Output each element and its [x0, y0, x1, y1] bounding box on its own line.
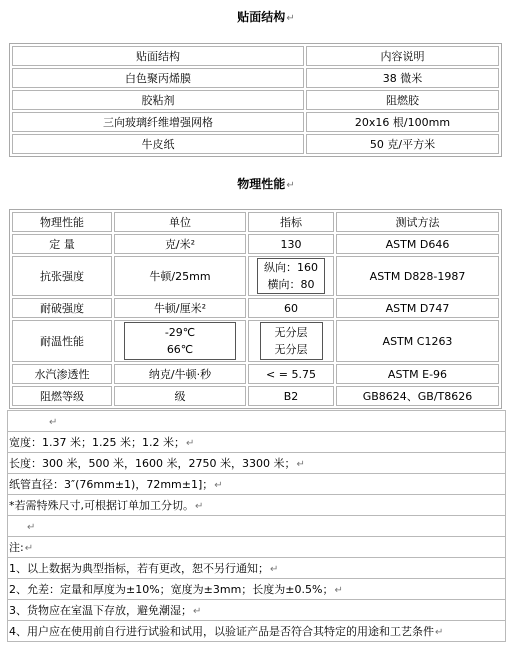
- list-item: [8, 621, 506, 642]
- value-cell: 130: [248, 234, 334, 254]
- note-text: 2、允差：定量和厚度为±10%；宽度为±3mm；长度为±0.5%；: [9, 583, 334, 596]
- structure-cell: 阻燃胶: [306, 90, 499, 110]
- property-cell: 抗张强度: [12, 256, 112, 296]
- note-line: [8, 621, 506, 642]
- property-cell: 耐温性能: [12, 320, 112, 362]
- table-row: [12, 90, 499, 110]
- unit-cell: [114, 320, 246, 362]
- unit-box: [124, 322, 236, 360]
- value-box: [257, 258, 325, 294]
- paragraph-mark: ↵: [286, 13, 295, 24]
- paragraph-mark: ↵: [435, 627, 444, 638]
- notes-table: [7, 410, 506, 642]
- list-item: [8, 579, 506, 600]
- empty-line: [8, 516, 506, 537]
- section1-title-text: 贴面结构: [237, 10, 286, 24]
- property-cell: 定 量: [12, 234, 112, 254]
- value-cell: < = 5.75: [248, 364, 334, 384]
- structure-cell: 贴面结构: [12, 46, 304, 66]
- header-cell: 单位: [114, 212, 246, 232]
- list-item: [8, 411, 506, 432]
- paragraph-mark: ↵: [270, 564, 279, 575]
- table-row: [12, 134, 499, 154]
- structure-cell: 38 微米: [306, 68, 499, 88]
- core-text: 纸管直径：3″(76mm±1)，72mm±1]；: [9, 478, 214, 491]
- list-item: [8, 495, 506, 516]
- table-row: [12, 212, 499, 232]
- value-line: 纵向：160: [264, 261, 318, 274]
- width-line: [8, 432, 506, 453]
- paragraph-mark: ↵: [286, 180, 295, 191]
- note-title: [8, 537, 506, 558]
- unit-cell: 纳克/牛顿·秒: [114, 364, 246, 384]
- list-item: [8, 600, 506, 621]
- list-item: [8, 453, 506, 474]
- table-row: [12, 298, 499, 318]
- unit-cell: 克/米²: [114, 234, 246, 254]
- value-cell: 60: [248, 298, 334, 318]
- method-cell: GB8624、GB/T8626: [336, 386, 499, 406]
- value-cell: B2: [248, 386, 334, 406]
- unit-cell: 牛顿/厘米²: [114, 298, 246, 318]
- length-line: [8, 453, 506, 474]
- table-row: [12, 46, 499, 66]
- core-line: [8, 474, 506, 495]
- list-item: [8, 432, 506, 453]
- structure-cell: 三向玻璃纤维增强网格: [12, 112, 304, 132]
- value-line: 无分层: [274, 343, 308, 356]
- property-cell: 水汽渗透性: [12, 364, 112, 384]
- header-cell: 测试方法: [336, 212, 499, 232]
- paragraph-mark: ↵: [334, 585, 343, 596]
- custom-text: *若需特殊尺寸,可根据订单加工分切。: [9, 499, 194, 512]
- paragraph-mark: ↵: [296, 459, 305, 470]
- structure-cell: 牛皮纸: [12, 134, 304, 154]
- header-cell: 物理性能: [12, 212, 112, 232]
- structure-cell: 50 克/平方米: [306, 134, 499, 154]
- note-line: [8, 579, 506, 600]
- note-line: [8, 558, 506, 579]
- value-cell: [248, 256, 334, 296]
- list-item: [8, 558, 506, 579]
- table-row: [12, 112, 499, 132]
- structure-cell: 20x16 根/100mm: [306, 112, 499, 132]
- section1-title: [0, 8, 532, 25]
- note-text: 1、以上数据为典型指标，若有更改，恕不另行通知；: [9, 562, 269, 575]
- value-box: [260, 322, 323, 360]
- length-text: 长度：300 米，500 米，1600 米，2750 米，3300 米；: [9, 457, 296, 470]
- method-cell: ASTM D646: [336, 234, 499, 254]
- paragraph-mark: ↵: [49, 416, 58, 428]
- structure-cell: 白色聚丙烯膜: [12, 68, 304, 88]
- table-row: [12, 68, 499, 88]
- section2-title-text: 物理性能: [237, 177, 286, 191]
- unit-cell: 级: [114, 386, 246, 406]
- paragraph-mark: ↵: [185, 438, 195, 449]
- unit-line: 66℃: [166, 343, 194, 356]
- value-cell: [248, 320, 334, 362]
- list-item: [8, 516, 506, 537]
- note-line: [8, 600, 506, 621]
- note-text: 3、货物应在室温下存放，避免潮湿；: [9, 604, 192, 617]
- method-cell: ASTM C1263: [336, 320, 499, 362]
- table-row: [12, 234, 499, 254]
- paragraph-mark: ↵: [195, 501, 204, 512]
- note-title-text: 注:: [9, 541, 24, 554]
- unit-cell: 牛顿/25mm: [114, 256, 246, 296]
- section2-title: [0, 175, 532, 192]
- method-cell: ASTM D747: [336, 298, 499, 318]
- physical-properties-table: [9, 209, 502, 409]
- table-row: [12, 320, 499, 362]
- header-cell: 指标: [248, 212, 334, 232]
- structure-cell: 胶粘剂: [12, 90, 304, 110]
- note-text: 4、用户应在使用前自行进行试验和试用，以验证产品是否符合其特定的用途和工艺条件: [9, 625, 434, 638]
- value-line: 无分层: [274, 326, 308, 339]
- empty-line: [8, 411, 506, 432]
- value-line: 横向：80: [267, 278, 315, 291]
- list-item: [8, 474, 506, 495]
- table-row: [12, 256, 499, 296]
- structure-table: [9, 43, 502, 157]
- method-cell: ASTM E-96: [336, 364, 499, 384]
- property-cell: 阻燃等级: [12, 386, 112, 406]
- unit-line: -29℃: [164, 326, 196, 339]
- paragraph-mark: ↵: [214, 480, 223, 491]
- paragraph-mark: ↵: [193, 606, 202, 617]
- paragraph-mark: ↵: [24, 543, 34, 554]
- property-cell: 耐破强度: [12, 298, 112, 318]
- custom-line: [8, 495, 506, 516]
- structure-cell: 内容说明: [306, 46, 499, 66]
- width-text: 宽度：1.37 米；1.25 米；1.2 米；: [9, 436, 185, 449]
- method-cell: ASTM D828-1987: [336, 256, 499, 296]
- table-row: [12, 386, 499, 406]
- table-row: [12, 364, 499, 384]
- paragraph-mark: ↵: [27, 521, 36, 533]
- list-item: [8, 537, 506, 558]
